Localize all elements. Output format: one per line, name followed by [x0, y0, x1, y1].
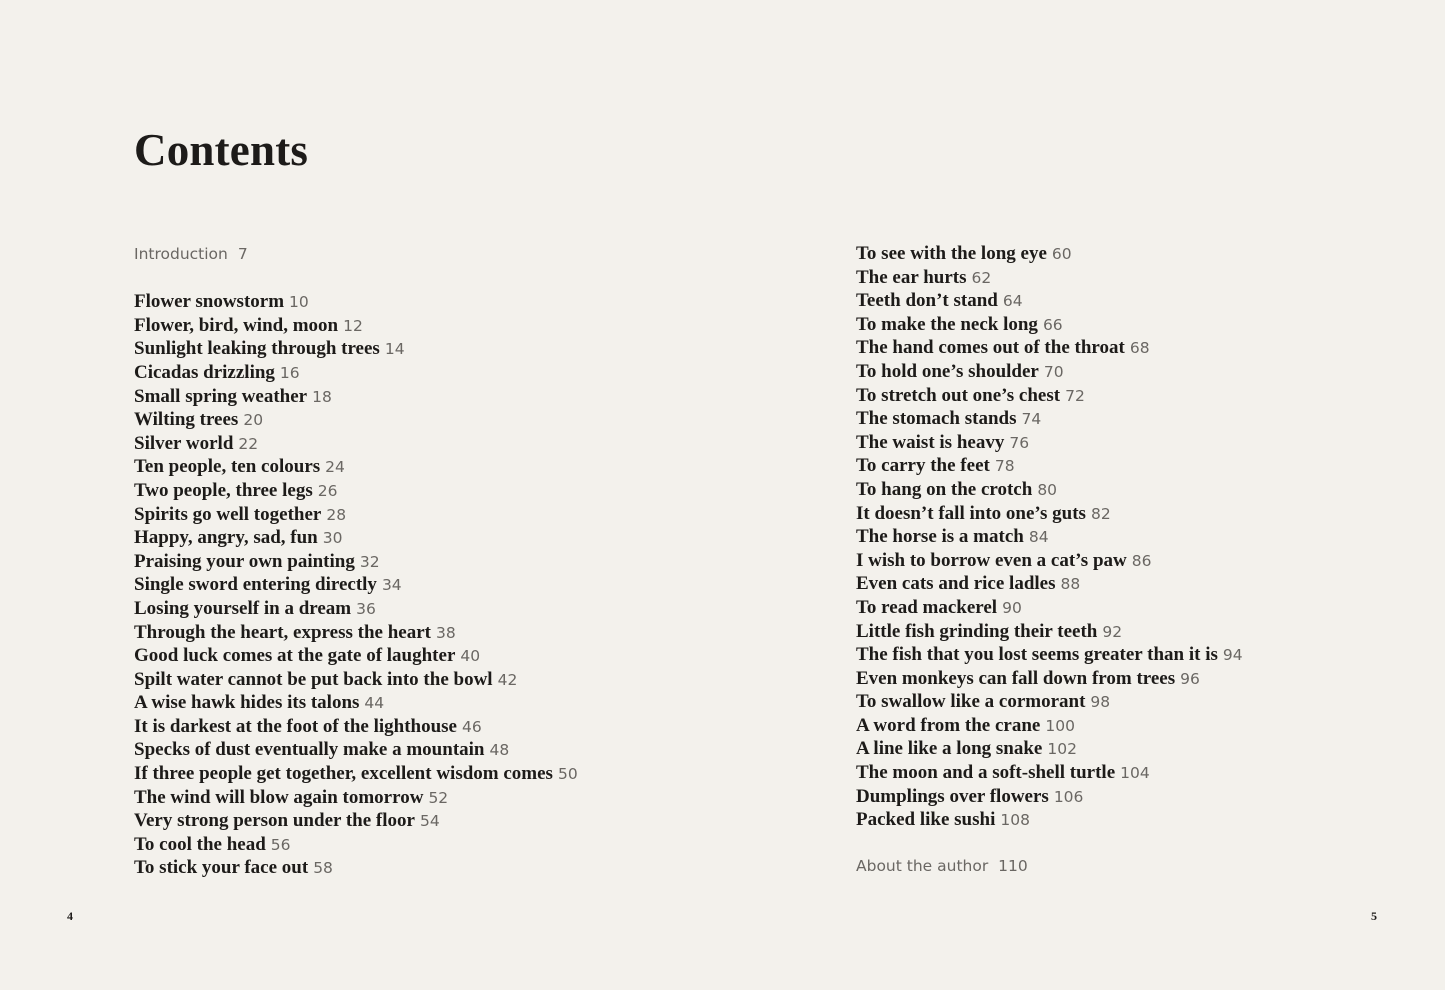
toc-entry	[134, 550, 578, 574]
toc-entry-label: It doesn’t fall into one’s guts	[856, 502, 1086, 524]
toc-entry-page: 70	[1043, 362, 1064, 381]
toc-entry-page: 54	[419, 812, 440, 831]
toc-entry-page: 32	[359, 552, 380, 571]
toc-entry	[134, 856, 578, 880]
toc-entry-label: Through the heart, express the heart	[134, 621, 431, 643]
toc-entry-page: 20	[243, 411, 264, 430]
toc-entry-label: Cicadas drizzling	[134, 361, 275, 383]
toc-entry-page: 42	[497, 670, 518, 689]
toc-entry	[856, 714, 1243, 738]
toc-entry-page: 7	[237, 245, 248, 263]
toc-entry	[134, 762, 578, 786]
toc-entry	[856, 596, 1243, 620]
toc-entry-page: 86	[1131, 551, 1152, 570]
toc-entry-page: 102	[1047, 740, 1077, 759]
toc-entry-label: A wise hawk hides its talons	[134, 692, 360, 714]
toc-entry-label: Spilt water cannot be put back into the bowl	[134, 668, 493, 690]
toc-entry	[134, 644, 578, 668]
toc-entry-page: 58	[313, 859, 333, 878]
toc-about-the-author	[856, 855, 1243, 879]
toc-entry-label: To stick your face out	[134, 857, 309, 879]
toc-entry-page: 84	[1028, 528, 1049, 547]
toc-entry-label: The fish that you lost seems greater than it is	[856, 644, 1218, 666]
toc-entry	[856, 266, 1243, 290]
toc-entry-page: 26	[317, 481, 338, 500]
toc-entry-page: 46	[462, 717, 482, 736]
toc-entry-page: 66	[1042, 315, 1063, 334]
toc-entry-label: To swallow like a cormorant	[856, 691, 1086, 713]
toc-entry-label: The horse is a match	[856, 526, 1024, 548]
toc-entry-label: To read mackerel	[856, 596, 998, 618]
toc-entry-page: 52	[428, 788, 449, 807]
toc-entry	[856, 549, 1243, 573]
toc-entry-label: About the author	[856, 857, 989, 876]
toc-entry	[856, 384, 1243, 408]
toc-entry-page: 56	[270, 835, 291, 854]
page-title: Contents	[134, 125, 309, 175]
toc-entry-page: 100	[1045, 716, 1075, 735]
toc-entry-page: 62	[971, 268, 992, 287]
toc-entry	[856, 620, 1243, 644]
toc-entry-label: The moon and a soft-shell turtle	[856, 762, 1116, 784]
toc-entry-page: 22	[238, 434, 259, 453]
toc-entry-label: The stomach stands	[856, 408, 1017, 430]
toc-entry	[856, 313, 1243, 337]
toc-entry	[856, 407, 1243, 431]
toc-entry	[134, 408, 578, 432]
toc-entry-page: 18	[312, 387, 332, 406]
toc-entry-label: Sunlight leaking through trees	[134, 338, 380, 360]
toc-entry	[856, 785, 1243, 809]
toc-entry-label: Flower snowstorm	[134, 291, 285, 313]
toc-entry-page: 76	[1009, 433, 1030, 452]
toc-entry-label: Single sword entering directly	[134, 574, 377, 596]
toc-entry	[134, 597, 578, 621]
toc-entry	[134, 361, 578, 385]
toc-entry	[856, 761, 1243, 785]
toc-entry	[856, 643, 1243, 667]
toc-entry	[856, 478, 1243, 502]
toc-entry-page: 106	[1053, 787, 1084, 806]
contents-column-right	[856, 242, 1243, 879]
toc-entry	[134, 691, 578, 715]
toc-entry-page: 50	[557, 765, 578, 784]
toc-entry	[134, 668, 578, 692]
toc-entry-page: 34	[381, 576, 402, 595]
toc-entry-page: 36	[356, 599, 376, 618]
toc-entry-label: Even cats and rice ladles	[856, 573, 1056, 595]
toc-entry-label: Teeth don’t stand	[856, 290, 998, 312]
toc-entry-page: 80	[1037, 480, 1058, 499]
toc-entry-page: 98	[1090, 693, 1111, 712]
toc-entry	[856, 525, 1243, 549]
toc-entry-label: To hold one’s shoulder	[856, 360, 1039, 382]
toc-entry-page: 82	[1090, 504, 1111, 523]
toc-entry-page: 74	[1021, 410, 1042, 429]
toc-entry	[134, 526, 578, 550]
toc-entry-page: 90	[1002, 598, 1022, 617]
contents-column-left	[134, 243, 578, 880]
toc-entry-label: To hang on the crotch	[856, 478, 1033, 500]
toc-entry-label: A line like a long snake	[856, 738, 1043, 760]
toc-entry	[856, 572, 1243, 596]
toc-entry	[134, 455, 578, 479]
toc-entry-page: 48	[489, 741, 510, 760]
toc-entry-page: 72	[1065, 386, 1085, 405]
toc-entry-page: 38	[435, 623, 456, 642]
toc-entry-page: 40	[460, 647, 481, 666]
toc-entry-page: 104	[1120, 764, 1150, 783]
toc-entry-label: Specks of dust eventually make a mountain	[134, 739, 485, 761]
toc-entry-page: 78	[994, 457, 1015, 476]
toc-entry-label: Flower, bird, wind, moon	[134, 314, 339, 336]
toc-entry-page: 10	[289, 293, 309, 312]
toc-entry-label: Praising your own painting	[134, 550, 355, 572]
toc-entry-page: 88	[1060, 575, 1081, 594]
toc-entry-label: If three people get together, excellent wisdom comes	[134, 763, 553, 785]
toc-entry-label: Even monkeys can fall down from trees	[856, 667, 1176, 689]
toc-entry-label: Little fish grinding their teeth	[856, 620, 1098, 642]
toc-entry-label: The ear hurts	[856, 266, 967, 288]
toc-entry-label: Spirits go well together	[134, 503, 322, 525]
toc-entry-label: To carry the feet	[856, 455, 990, 477]
toc-entry	[856, 737, 1243, 761]
toc-entry	[856, 360, 1243, 384]
toc-entry	[856, 690, 1243, 714]
toc-list-right	[856, 242, 1243, 832]
toc-entry-page: 60	[1051, 245, 1072, 263]
toc-entry-label: To make the neck long	[856, 313, 1038, 335]
toc-entry-page: 12	[343, 316, 363, 335]
toc-entry	[856, 502, 1243, 526]
toc-entry	[134, 715, 578, 739]
toc-entry-label: Ten people, ten colours	[134, 456, 321, 478]
toc-entry-label: The waist is heavy	[856, 431, 1005, 453]
toc-entry	[134, 290, 578, 314]
toc-entry-label: The wind will blow again tomorrow	[134, 786, 424, 808]
toc-entry-label: Losing yourself in a dream	[134, 597, 352, 619]
toc-entry-page: 30	[322, 529, 343, 548]
toc-entry	[134, 503, 578, 527]
toc-entry	[134, 337, 578, 361]
toc-entry	[134, 573, 578, 597]
toc-entry-page: 108	[1000, 811, 1030, 830]
page-number-right: 5	[1371, 909, 1377, 923]
toc-entry-label: Introduction	[134, 245, 228, 263]
toc-entry-page: 16	[279, 363, 300, 382]
toc-list-left	[134, 290, 578, 880]
toc-entry-label: A word from the crane	[856, 714, 1041, 736]
toc-entry-label: To cool the head	[134, 833, 266, 855]
toc-entry-label: Dumplings over flowers	[856, 785, 1049, 807]
toc-entry-page: 96	[1180, 669, 1200, 688]
toc-entry-page: 64	[1002, 292, 1023, 311]
toc-entry-label: To see with the long eye	[856, 243, 1047, 264]
toc-entry	[134, 621, 578, 645]
toc-entry	[856, 808, 1243, 832]
toc-entry-page: 44	[364, 694, 385, 713]
toc-entry	[856, 667, 1243, 691]
toc-entry	[134, 385, 578, 409]
toc-entry-label: Wilting trees	[134, 409, 239, 431]
toc-entry-page: 68	[1129, 339, 1150, 358]
toc-entry-label: It is darkest at the foot of the lighthouse	[134, 715, 457, 737]
toc-entry-label: I wish to borrow even a cat’s paw	[856, 549, 1127, 571]
toc-entry	[856, 242, 1243, 266]
toc-entry-page: 94	[1222, 646, 1243, 665]
toc-entry	[856, 454, 1243, 478]
toc-entry	[856, 289, 1243, 313]
toc-entry-label: To stretch out one’s chest	[856, 384, 1061, 406]
toc-entry	[134, 314, 578, 338]
toc-entry	[856, 431, 1243, 455]
page-number-left: 4	[67, 909, 73, 923]
toc-entry-label: Packed like sushi	[856, 809, 996, 831]
toc-entry	[134, 809, 578, 833]
toc-entry-label: Silver world	[134, 432, 234, 454]
toc-entry	[134, 479, 578, 503]
toc-entry-label: Good luck comes at the gate of laughter	[134, 645, 456, 667]
toc-entry-page: 92	[1102, 622, 1123, 641]
toc-entry-label: Very strong person under the floor	[134, 810, 415, 832]
toc-entry	[856, 336, 1243, 360]
toc-entry-label: Small spring weather	[134, 385, 308, 407]
toc-entry-label: Two people, three legs	[134, 479, 313, 501]
toc-entry	[134, 738, 578, 762]
toc-entry-page: 14	[384, 340, 405, 359]
toc-entry	[134, 786, 578, 810]
toc-entry-label: The hand comes out of the throat	[856, 337, 1125, 359]
toc-entry-label: Happy, angry, sad, fun	[134, 527, 318, 549]
toc-entry-page: 24	[325, 458, 345, 477]
toc-entry	[134, 432, 578, 456]
toc-entry-page: 28	[326, 505, 347, 524]
toc-entry	[134, 833, 578, 857]
toc-entry-page: 110	[998, 857, 1028, 876]
toc-introduction	[134, 243, 578, 267]
